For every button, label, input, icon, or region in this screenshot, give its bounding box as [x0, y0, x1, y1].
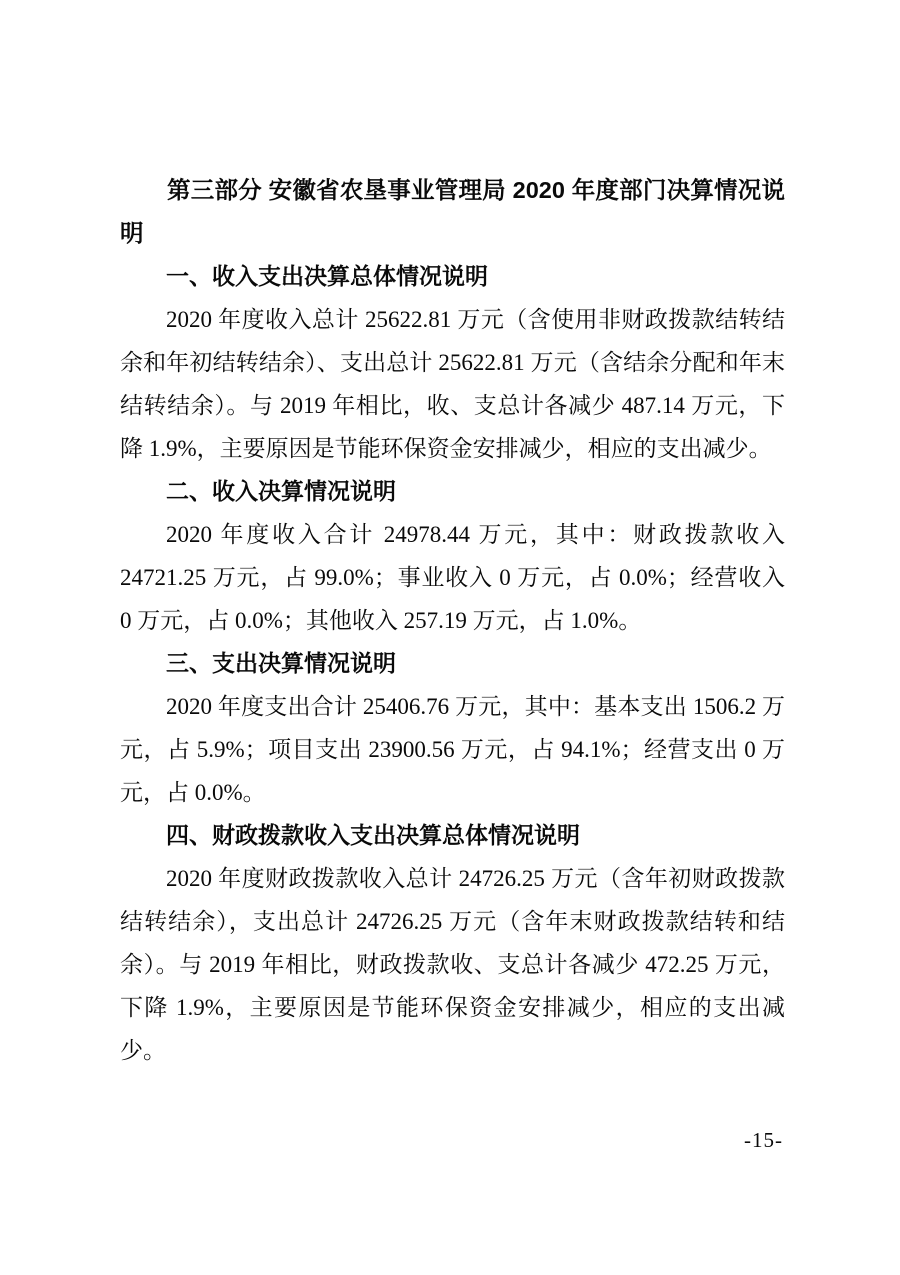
section-2-heading: 二、收入决算情况说明 — [166, 478, 396, 504]
section-3-heading: 三、支出决算情况说明 — [166, 650, 396, 676]
section-2-paragraph: 2020 年度收入合计 24978.44 万元，其中：财政拨款收入 24721.25 万元，占 99.0%；事业收入 0 万元，占 0.0%；经营收入 0 万元，占 0.0%；其他收入 257.19 万元，占 1.0%。 — [120, 522, 785, 633]
section-1-heading: 一、收入支出决算总体情况说明 — [166, 263, 488, 289]
document-content — [120, 169, 785, 1072]
section-3-paragraph: 2020 年度支出合计 25406.76 万元，其中：基本支出 1506.2 万元，占 5.9%；项目支出 23900.56 万元，占 94.1%；经营支出 0 万元，占 0.0%。 — [120, 694, 785, 805]
section-4-paragraph: 2020 年度财政拨款收入总计 24726.25 万元（含年初财政拨款结转结余），支出总计 24726.25 万元（含年末财政拨款结转和结余）。与 2019 年相比，财政拨款收、支总计各减少 472.25 万元，下降 1.9%，主要原因是节能环保资金安排减少，相应的支出减少。 — [120, 866, 785, 1063]
section-4-heading: 四、财政拨款收入支出决算总体情况说明 — [166, 822, 580, 848]
page-number: -15- — [744, 1128, 783, 1152]
section-1-paragraph: 2020 年度收入总计 25622.81 万元（含使用非财政拨款结转结余和年初结转结余）、支出总计 25622.81 万元（含结余分配和年末结转结余）。与 2019 年相比，收、支总计各减少 487.14 万元，下降 1.9%，主要原因是节能环保资金安排减少，相应的支出减少。 — [120, 307, 785, 461]
document-title: 第三部分 安徽省农垦事业管理局 2020 年度部门决算情况说明 — [120, 177, 785, 246]
